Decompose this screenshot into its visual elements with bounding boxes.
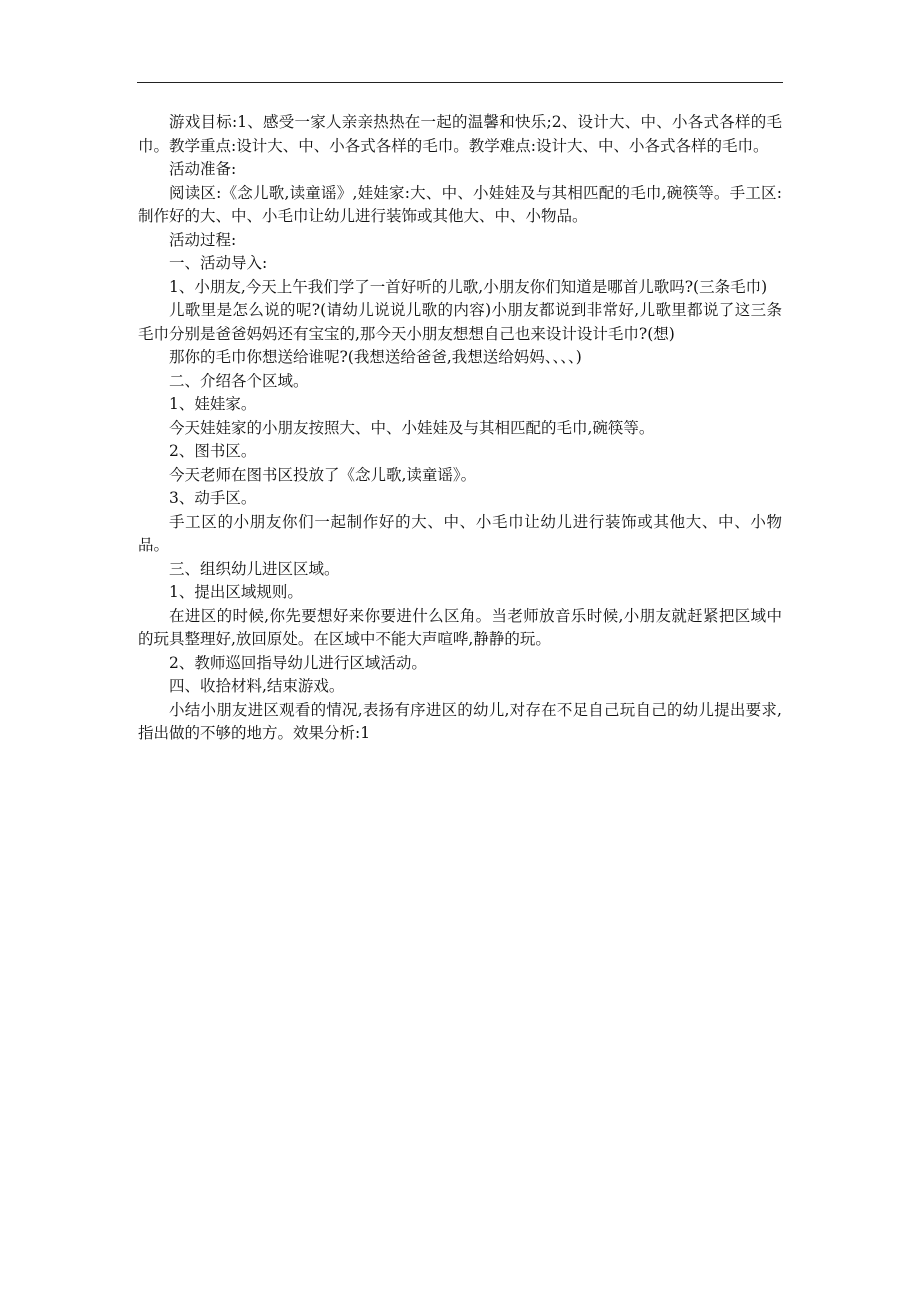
- paragraph-area-doll-house: 1、娃娃家。: [169, 395, 257, 413]
- document-body: [138, 111, 782, 746]
- paragraph-section-4-heading: 四、收拾材料,结束游戏。: [169, 677, 345, 695]
- paragraph-game-goals: 游戏目标:1、感受一家人亲亲热热在一起的温馨和快乐;2、设计大、中、小各式各样的毛巾。教学重点:设计大、中、小各式各样的毛巾。教学难点:设计大、中、小各式各样的毛巾。: [138, 113, 782, 155]
- paragraph-rules-detail: 在进区的时候,你先要想好来你要进什么区角。当老师放音乐时候,小朋友就赶紧把区域中的玩具整理好,放回原处。在区域中不能大声喧哗,静静的玩。: [138, 606, 782, 648]
- paragraph-handcraft-detail: 手工区的小朋友你们一起制作好的大、中、小毛巾让幼儿进行装饰或其他大、中、小物品。: [138, 512, 782, 554]
- paragraph-intro-question: 1、小朋友,今天上午我们学了一首好听的儿歌,小朋友你们知道是哪首儿歌吗?(三条毛巾): [169, 277, 768, 296]
- paragraph-section-2-heading: 二、介绍各个区域。: [169, 371, 309, 390]
- paragraph-doll-house-detail: 今天娃娃家的小朋友按照大、中、小娃娃及与其相匹配的毛巾,碗筷等。: [169, 418, 655, 437]
- paragraph-section-1-heading: 一、活动导入:: [169, 254, 268, 272]
- paragraph-process-heading: 活动过程:: [169, 230, 237, 249]
- header-rule: [137, 82, 783, 83]
- paragraph-teacher-guidance: 2、教师巡回指导幼儿进行区域活动。: [169, 653, 427, 672]
- paragraph-preparation: 阅读区:《念儿歌,读童谣》,娃娃家:大、中、小娃娃及与其相匹配的毛巾,碗筷等。手工区:制作好的大、中、小毛巾让幼儿进行装饰或其他大、中、小物品。: [138, 183, 782, 225]
- paragraph-library-detail: 今天老师在图书区投放了《念儿歌,读童谣》。: [169, 465, 477, 484]
- paragraph-intro-song: 儿歌里是怎么说的呢?(请幼儿说说儿歌的内容)小朋友都说到非常好,儿歌里都说了这三条毛巾分别是爸爸妈妈还有宝宝的,那今天小朋友想想自己也来设计设计毛巾?(想): [138, 301, 782, 343]
- paragraph-section-3-heading: 三、组织幼儿进区区域。: [169, 559, 340, 578]
- paragraph-area-handcraft: 3、动手区。: [169, 489, 257, 507]
- paragraph-preparation-heading: 活动准备:: [169, 160, 237, 178]
- paragraph-summary: 小结小朋友进区观看的情况,表扬有序进区的幼儿,对存在不足自己玩自己的幼儿提出要求,指出做的不够的地方。效果分析:1: [138, 700, 782, 742]
- paragraph-intro-gift: 那你的毛巾你想送给谁呢?(我想送给爸爸,我想送给妈妈、、、、): [169, 348, 582, 366]
- paragraph-rules-heading: 1、提出区域规则。: [169, 583, 303, 601]
- paragraph-area-library: 2、图书区。: [169, 442, 257, 460]
